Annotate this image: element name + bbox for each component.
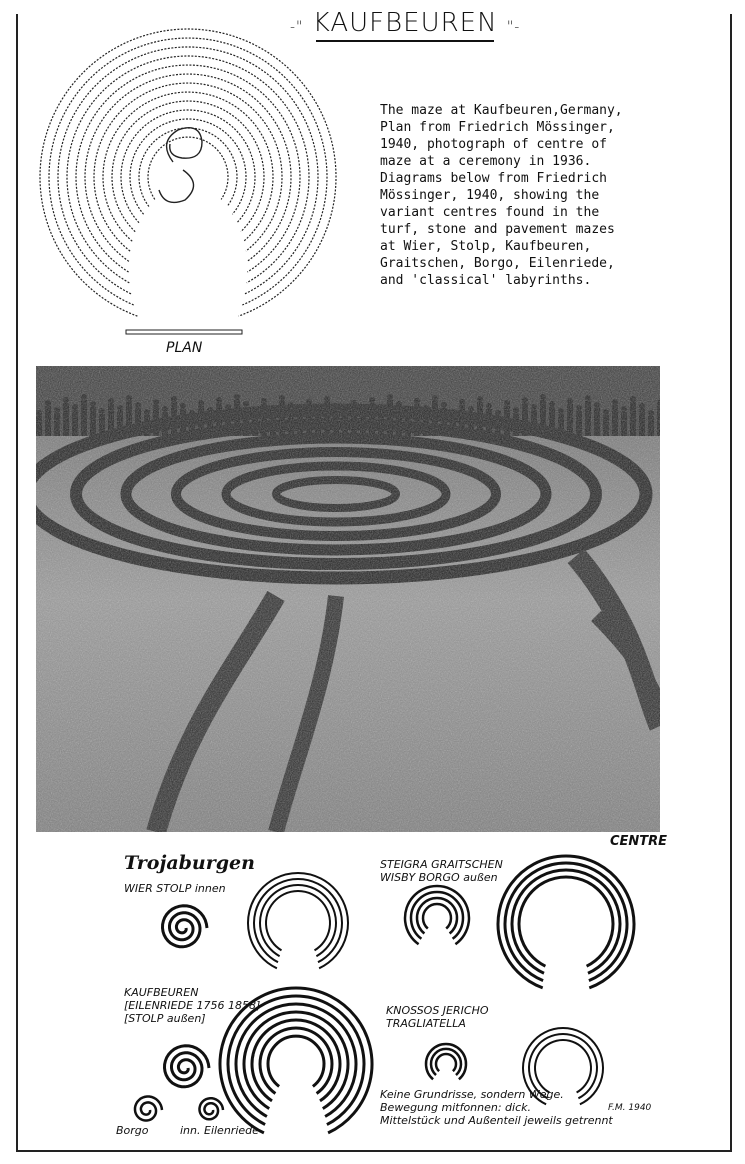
plan-ring [40, 29, 336, 316]
signature: F.M. 1940 [608, 1103, 652, 1113]
plan-ring [103, 92, 273, 241]
centre-label: CENTRE [610, 834, 668, 849]
plan-ring [85, 74, 291, 261]
plan-ring [76, 65, 300, 272]
plan-ring [121, 110, 255, 223]
diagram-heading: Trojaburgen [124, 852, 255, 874]
label-wier-stolp: WIER STOLP innen [124, 882, 226, 895]
label-knossos-jericho: KNOSSOS JERICHO TRAGLIATELLA [386, 1004, 489, 1030]
label-steigra-graitschen: STEIGRA GRAITSCHEN WISBY BORGO außen [380, 858, 503, 884]
title-mark-left: -" [290, 19, 304, 35]
plan-ring [130, 119, 246, 214]
plan-ring [67, 56, 309, 283]
plan-ring [139, 128, 237, 207]
plan-label: PLAN [166, 340, 203, 356]
centre-photograph [36, 366, 660, 832]
plan-ring [49, 38, 327, 305]
title-text: KAUFBEUREN [312, 8, 498, 38]
diagram-note: Keine Grundrisse, sondern Wege. Bewegung mitfonnen: dick. Mittelstück und Außenteil jeweils getrennt [380, 1088, 613, 1127]
title-mark-right: "- [506, 19, 521, 35]
label-inn-eilenriede: inn. Eilenriede [180, 1124, 259, 1137]
maze-plan-drawing [18, 12, 358, 342]
plan-ring [148, 137, 228, 199]
plan-ring [112, 101, 264, 232]
label-borgo: Borgo [116, 1124, 149, 1137]
label-kaufbeuren: KAUFBEUREN [EILENRIEDE 1756 1858] [STOLP außen] [124, 986, 261, 1025]
caption-text: The maze at Kaufbeuren,Germany, Plan from Friedrich Mössinger, 1940, photograph of centre of maze at a ceremony in 1936. Diagrams below from Friedrich Mössinger, 1940, showing the variant centres found in the turf, stone and pavement mazes at Wier, Stolp, Kaufbeuren, Graitschen, Borgo, Eilenriede, and 'classical' labyrinths. [380, 103, 623, 288]
